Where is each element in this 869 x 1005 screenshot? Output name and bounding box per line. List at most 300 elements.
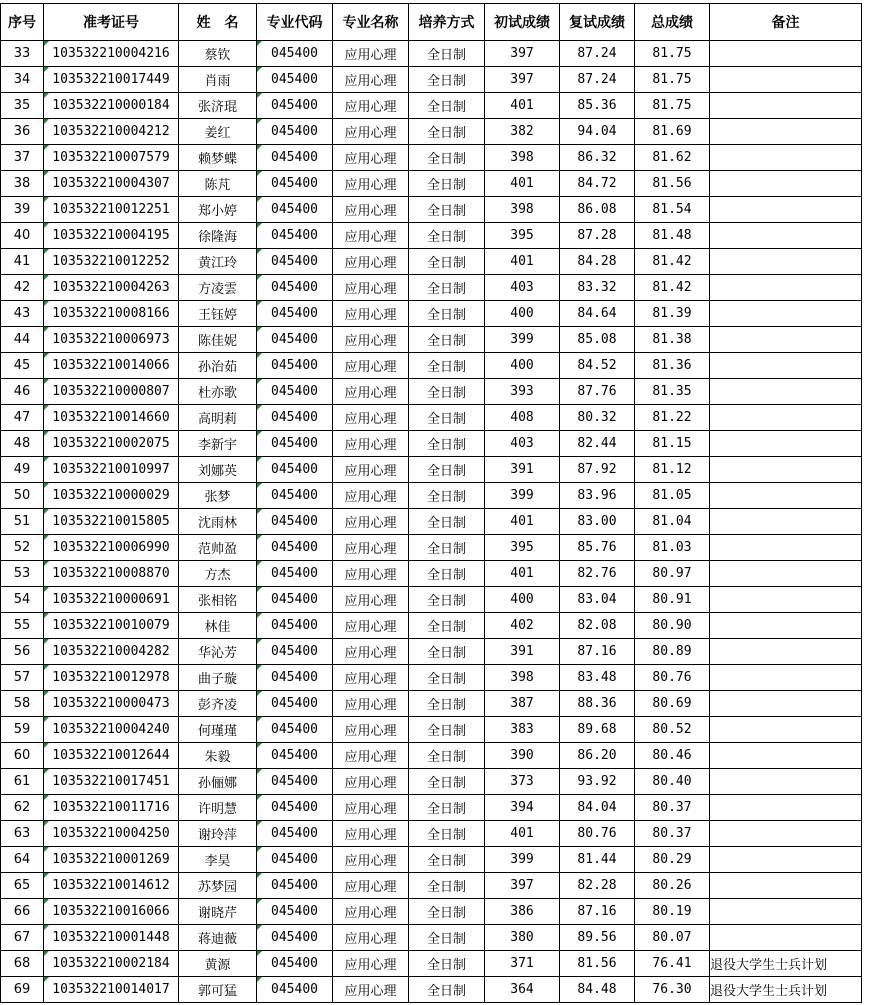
cell-total-score[interactable]: 80.07 (635, 925, 710, 951)
cell-seq[interactable]: 40 (1, 223, 44, 249)
cell-seq[interactable]: 67 (1, 925, 44, 951)
cell-remark[interactable] (710, 873, 862, 899)
cell-study-mode[interactable]: 全日制 (409, 249, 485, 275)
cell-total-score[interactable]: 81.36 (635, 353, 710, 379)
cell-name[interactable]: 高明莉 (179, 405, 257, 431)
cell-name[interactable]: 苏梦园 (179, 873, 257, 899)
cell-study-mode[interactable]: 全日制 (409, 691, 485, 717)
cell-retest-score[interactable]: 89.56 (560, 925, 635, 951)
cell-name[interactable]: 李昊 (179, 847, 257, 873)
cell-seq[interactable]: 51 (1, 509, 44, 535)
cell-retest-score[interactable]: 84.28 (560, 249, 635, 275)
header-cell-major-name[interactable]: 专业名称 (333, 4, 409, 41)
cell-name[interactable]: 张梦 (179, 483, 257, 509)
cell-prelim-score[interactable]: 387 (485, 691, 560, 717)
cell-total-score[interactable]: 80.46 (635, 743, 710, 769)
cell-retest-score[interactable]: 84.48 (560, 977, 635, 1003)
cell-total-score[interactable]: 81.75 (635, 67, 710, 93)
cell-retest-score[interactable]: 83.32 (560, 275, 635, 301)
cell-name[interactable]: 黄源 (179, 951, 257, 977)
cell-total-score[interactable]: 81.62 (635, 145, 710, 171)
cell-total-score[interactable]: 80.40 (635, 769, 710, 795)
cell-prelim-score[interactable]: 397 (485, 67, 560, 93)
cell-exam-id[interactable]: 103532210000807 (44, 379, 179, 405)
cell-seq[interactable]: 49 (1, 457, 44, 483)
cell-retest-score[interactable]: 83.96 (560, 483, 635, 509)
cell-seq[interactable]: 57 (1, 665, 44, 691)
cell-remark[interactable] (710, 925, 862, 951)
cell-name[interactable]: 范帅盈 (179, 535, 257, 561)
cell-seq[interactable]: 36 (1, 119, 44, 145)
cell-major-code[interactable]: 045400 (257, 483, 333, 509)
cell-major-name[interactable]: 应用心理 (333, 613, 409, 639)
cell-total-score[interactable]: 80.76 (635, 665, 710, 691)
cell-major-code[interactable]: 045400 (257, 379, 333, 405)
cell-name[interactable]: 张相铭 (179, 587, 257, 613)
cell-total-score[interactable]: 80.26 (635, 873, 710, 899)
cell-total-score[interactable]: 80.90 (635, 613, 710, 639)
cell-seq[interactable]: 45 (1, 353, 44, 379)
cell-prelim-score[interactable]: 397 (485, 873, 560, 899)
cell-prelim-score[interactable]: 393 (485, 379, 560, 405)
cell-prelim-score[interactable]: 401 (485, 249, 560, 275)
cell-major-code[interactable]: 045400 (257, 535, 333, 561)
cell-study-mode[interactable]: 全日制 (409, 353, 485, 379)
cell-name[interactable]: 曲子璇 (179, 665, 257, 691)
cell-seq[interactable]: 47 (1, 405, 44, 431)
cell-major-name[interactable]: 应用心理 (333, 223, 409, 249)
cell-prelim-score[interactable]: 386 (485, 899, 560, 925)
cell-remark[interactable] (710, 223, 862, 249)
cell-prelim-score[interactable]: 401 (485, 561, 560, 587)
cell-retest-score[interactable]: 87.16 (560, 639, 635, 665)
cell-seq[interactable]: 68 (1, 951, 44, 977)
cell-prelim-score[interactable]: 371 (485, 951, 560, 977)
cell-remark[interactable] (710, 847, 862, 873)
cell-exam-id[interactable]: 103532210010997 (44, 457, 179, 483)
cell-exam-id[interactable]: 103532210014660 (44, 405, 179, 431)
cell-exam-id[interactable]: 103532210004195 (44, 223, 179, 249)
cell-major-code[interactable]: 045400 (257, 821, 333, 847)
cell-major-name[interactable]: 应用心理 (333, 951, 409, 977)
cell-exam-id[interactable]: 103532210002075 (44, 431, 179, 457)
cell-prelim-score[interactable]: 400 (485, 587, 560, 613)
cell-major-name[interactable]: 应用心理 (333, 67, 409, 93)
header-cell-seq[interactable]: 序号 (1, 4, 44, 41)
header-cell-prelim-score[interactable]: 初试成绩 (485, 4, 560, 41)
cell-total-score[interactable]: 81.69 (635, 119, 710, 145)
cell-exam-id[interactable]: 103532210014066 (44, 353, 179, 379)
cell-major-code[interactable]: 045400 (257, 977, 333, 1003)
cell-major-name[interactable]: 应用心理 (333, 483, 409, 509)
cell-name[interactable]: 刘娜英 (179, 457, 257, 483)
cell-study-mode[interactable]: 全日制 (409, 457, 485, 483)
cell-retest-score[interactable]: 87.76 (560, 379, 635, 405)
cell-major-code[interactable]: 045400 (257, 717, 333, 743)
cell-study-mode[interactable]: 全日制 (409, 301, 485, 327)
cell-remark[interactable] (710, 691, 862, 717)
cell-exam-id[interactable]: 103532210008870 (44, 561, 179, 587)
cell-exam-id[interactable]: 103532210012251 (44, 197, 179, 223)
cell-total-score[interactable]: 81.35 (635, 379, 710, 405)
cell-retest-score[interactable]: 87.24 (560, 67, 635, 93)
cell-seq[interactable]: 38 (1, 171, 44, 197)
cell-retest-score[interactable]: 80.76 (560, 821, 635, 847)
cell-retest-score[interactable]: 85.76 (560, 535, 635, 561)
cell-name[interactable]: 王钰婷 (179, 301, 257, 327)
cell-study-mode[interactable]: 全日制 (409, 223, 485, 249)
cell-retest-score[interactable]: 83.00 (560, 509, 635, 535)
cell-study-mode[interactable]: 全日制 (409, 847, 485, 873)
cell-total-score[interactable]: 81.56 (635, 171, 710, 197)
cell-name[interactable]: 方凌雲 (179, 275, 257, 301)
cell-seq[interactable]: 43 (1, 301, 44, 327)
cell-major-code[interactable]: 045400 (257, 223, 333, 249)
cell-major-name[interactable]: 应用心理 (333, 925, 409, 951)
cell-major-name[interactable]: 应用心理 (333, 795, 409, 821)
cell-study-mode[interactable]: 全日制 (409, 977, 485, 1003)
cell-total-score[interactable]: 80.91 (635, 587, 710, 613)
cell-retest-score[interactable]: 86.08 (560, 197, 635, 223)
cell-prelim-score[interactable]: 391 (485, 457, 560, 483)
cell-prelim-score[interactable]: 394 (485, 795, 560, 821)
cell-exam-id[interactable]: 103532210012978 (44, 665, 179, 691)
cell-major-name[interactable]: 应用心理 (333, 379, 409, 405)
cell-major-name[interactable]: 应用心理 (333, 145, 409, 171)
cell-exam-id[interactable]: 103532210004307 (44, 171, 179, 197)
cell-total-score[interactable]: 76.30 (635, 977, 710, 1003)
cell-study-mode[interactable]: 全日制 (409, 639, 485, 665)
cell-major-code[interactable]: 045400 (257, 743, 333, 769)
cell-study-mode[interactable]: 全日制 (409, 41, 485, 67)
cell-major-code[interactable]: 045400 (257, 847, 333, 873)
cell-remark[interactable] (710, 821, 862, 847)
cell-study-mode[interactable]: 全日制 (409, 821, 485, 847)
cell-major-name[interactable]: 应用心理 (333, 171, 409, 197)
cell-study-mode[interactable]: 全日制 (409, 535, 485, 561)
cell-retest-score[interactable]: 87.28 (560, 223, 635, 249)
cell-major-name[interactable]: 应用心理 (333, 587, 409, 613)
cell-retest-score[interactable]: 87.24 (560, 41, 635, 67)
cell-retest-score[interactable]: 87.92 (560, 457, 635, 483)
cell-major-code[interactable]: 045400 (257, 561, 333, 587)
cell-retest-score[interactable]: 94.04 (560, 119, 635, 145)
cell-name[interactable]: 方杰 (179, 561, 257, 587)
cell-major-name[interactable]: 应用心理 (333, 847, 409, 873)
cell-total-score[interactable]: 81.15 (635, 431, 710, 457)
cell-major-code[interactable]: 045400 (257, 613, 333, 639)
cell-study-mode[interactable]: 全日制 (409, 405, 485, 431)
cell-name[interactable]: 谢玲萍 (179, 821, 257, 847)
cell-prelim-score[interactable]: 401 (485, 171, 560, 197)
cell-remark[interactable] (710, 249, 862, 275)
cell-seq[interactable]: 39 (1, 197, 44, 223)
cell-name[interactable]: 何瑾瑾 (179, 717, 257, 743)
cell-prelim-score[interactable]: 401 (485, 821, 560, 847)
cell-study-mode[interactable]: 全日制 (409, 795, 485, 821)
cell-study-mode[interactable]: 全日制 (409, 119, 485, 145)
cell-retest-score[interactable]: 88.36 (560, 691, 635, 717)
cell-exam-id[interactable]: 103532210006990 (44, 535, 179, 561)
cell-exam-id[interactable]: 103532210006973 (44, 327, 179, 353)
cell-seq[interactable]: 69 (1, 977, 44, 1003)
cell-seq[interactable]: 66 (1, 899, 44, 925)
cell-major-code[interactable]: 045400 (257, 405, 333, 431)
cell-retest-score[interactable]: 82.08 (560, 613, 635, 639)
cell-retest-score[interactable]: 93.92 (560, 769, 635, 795)
cell-study-mode[interactable]: 全日制 (409, 587, 485, 613)
cell-remark[interactable] (710, 717, 862, 743)
cell-total-score[interactable]: 81.42 (635, 275, 710, 301)
cell-exam-id[interactable]: 103532210012252 (44, 249, 179, 275)
cell-major-code[interactable]: 045400 (257, 197, 333, 223)
cell-major-code[interactable]: 045400 (257, 899, 333, 925)
cell-seq[interactable]: 37 (1, 145, 44, 171)
cell-seq[interactable]: 33 (1, 41, 44, 67)
cell-remark[interactable] (710, 41, 862, 67)
cell-seq[interactable]: 59 (1, 717, 44, 743)
cell-remark[interactable] (710, 93, 862, 119)
cell-prelim-score[interactable]: 398 (485, 145, 560, 171)
cell-major-name[interactable]: 应用心理 (333, 509, 409, 535)
cell-major-name[interactable]: 应用心理 (333, 353, 409, 379)
cell-remark[interactable] (710, 535, 862, 561)
cell-study-mode[interactable]: 全日制 (409, 379, 485, 405)
cell-seq[interactable]: 55 (1, 613, 44, 639)
cell-retest-score[interactable]: 82.76 (560, 561, 635, 587)
cell-study-mode[interactable]: 全日制 (409, 665, 485, 691)
cell-study-mode[interactable]: 全日制 (409, 873, 485, 899)
cell-name[interactable]: 赖梦蝶 (179, 145, 257, 171)
cell-seq[interactable]: 46 (1, 379, 44, 405)
cell-prelim-score[interactable]: 382 (485, 119, 560, 145)
cell-major-name[interactable]: 应用心理 (333, 197, 409, 223)
cell-name[interactable]: 孙治茹 (179, 353, 257, 379)
cell-prelim-score[interactable]: 383 (485, 717, 560, 743)
cell-major-code[interactable]: 045400 (257, 769, 333, 795)
cell-seq[interactable]: 53 (1, 561, 44, 587)
cell-study-mode[interactable]: 全日制 (409, 275, 485, 301)
cell-major-code[interactable]: 045400 (257, 691, 333, 717)
cell-major-name[interactable]: 应用心理 (333, 249, 409, 275)
cell-major-code[interactable]: 045400 (257, 457, 333, 483)
cell-remark[interactable] (710, 145, 862, 171)
cell-retest-score[interactable]: 80.32 (560, 405, 635, 431)
cell-study-mode[interactable]: 全日制 (409, 613, 485, 639)
cell-remark[interactable]: 退役大学生士兵计划 (710, 977, 862, 1003)
cell-major-code[interactable]: 045400 (257, 873, 333, 899)
cell-seq[interactable]: 50 (1, 483, 44, 509)
cell-name[interactable]: 郑小婷 (179, 197, 257, 223)
cell-major-name[interactable]: 应用心理 (333, 977, 409, 1003)
cell-seq[interactable]: 42 (1, 275, 44, 301)
cell-remark[interactable] (710, 301, 862, 327)
cell-exam-id[interactable]: 103532210000184 (44, 93, 179, 119)
cell-prelim-score[interactable]: 400 (485, 353, 560, 379)
cell-total-score[interactable]: 80.89 (635, 639, 710, 665)
cell-remark[interactable] (710, 899, 862, 925)
cell-seq[interactable]: 44 (1, 327, 44, 353)
cell-prelim-score[interactable]: 391 (485, 639, 560, 665)
cell-retest-score[interactable]: 82.28 (560, 873, 635, 899)
cell-name[interactable]: 朱毅 (179, 743, 257, 769)
cell-major-code[interactable]: 045400 (257, 249, 333, 275)
cell-major-name[interactable]: 应用心理 (333, 639, 409, 665)
cell-major-name[interactable]: 应用心理 (333, 691, 409, 717)
cell-study-mode[interactable]: 全日制 (409, 171, 485, 197)
header-cell-study-mode[interactable]: 培养方式 (409, 4, 485, 41)
cell-remark[interactable] (710, 431, 862, 457)
cell-retest-score[interactable]: 83.48 (560, 665, 635, 691)
cell-major-name[interactable]: 应用心理 (333, 119, 409, 145)
cell-total-score[interactable]: 81.22 (635, 405, 710, 431)
cell-name[interactable]: 彭齐凌 (179, 691, 257, 717)
cell-name[interactable]: 蔡钦 (179, 41, 257, 67)
cell-major-code[interactable]: 045400 (257, 275, 333, 301)
cell-remark[interactable] (710, 67, 862, 93)
cell-remark[interactable] (710, 587, 862, 613)
cell-study-mode[interactable]: 全日制 (409, 197, 485, 223)
cell-seq[interactable]: 63 (1, 821, 44, 847)
cell-retest-score[interactable]: 81.44 (560, 847, 635, 873)
cell-name[interactable]: 谢晓芹 (179, 899, 257, 925)
cell-total-score[interactable]: 81.05 (635, 483, 710, 509)
cell-retest-score[interactable]: 84.72 (560, 171, 635, 197)
cell-exam-id[interactable]: 103532210015805 (44, 509, 179, 535)
cell-major-code[interactable]: 045400 (257, 353, 333, 379)
header-cell-retest-score[interactable]: 复试成绩 (560, 4, 635, 41)
cell-study-mode[interactable]: 全日制 (409, 899, 485, 925)
cell-retest-score[interactable]: 84.04 (560, 795, 635, 821)
cell-major-name[interactable]: 应用心理 (333, 873, 409, 899)
cell-major-code[interactable]: 045400 (257, 925, 333, 951)
cell-name[interactable]: 沈雨林 (179, 509, 257, 535)
cell-study-mode[interactable]: 全日制 (409, 483, 485, 509)
cell-name[interactable]: 蒋迪薇 (179, 925, 257, 951)
cell-study-mode[interactable]: 全日制 (409, 717, 485, 743)
cell-exam-id[interactable]: 103532210010079 (44, 613, 179, 639)
cell-total-score[interactable]: 81.04 (635, 509, 710, 535)
cell-remark[interactable] (710, 665, 862, 691)
cell-major-code[interactable]: 045400 (257, 93, 333, 119)
cell-total-score[interactable]: 81.75 (635, 93, 710, 119)
header-cell-total-score[interactable]: 总成绩 (635, 4, 710, 41)
cell-name[interactable]: 徐隆海 (179, 223, 257, 249)
header-cell-exam-id[interactable]: 准考证号 (44, 4, 179, 41)
cell-exam-id[interactable]: 103532210017451 (44, 769, 179, 795)
cell-prelim-score[interactable]: 408 (485, 405, 560, 431)
cell-major-code[interactable]: 045400 (257, 639, 333, 665)
cell-study-mode[interactable]: 全日制 (409, 561, 485, 587)
cell-total-score[interactable]: 81.75 (635, 41, 710, 67)
cell-remark[interactable] (710, 743, 862, 769)
cell-remark[interactable] (710, 327, 862, 353)
cell-seq[interactable]: 61 (1, 769, 44, 795)
cell-retest-score[interactable]: 84.52 (560, 353, 635, 379)
cell-prelim-score[interactable]: 364 (485, 977, 560, 1003)
cell-remark[interactable] (710, 639, 862, 665)
cell-retest-score[interactable]: 89.68 (560, 717, 635, 743)
cell-seq[interactable]: 48 (1, 431, 44, 457)
cell-name[interactable]: 华沁芳 (179, 639, 257, 665)
cell-total-score[interactable]: 81.12 (635, 457, 710, 483)
cell-exam-id[interactable]: 103532210016066 (44, 899, 179, 925)
cell-prelim-score[interactable]: 399 (485, 483, 560, 509)
cell-seq[interactable]: 60 (1, 743, 44, 769)
cell-retest-score[interactable]: 87.16 (560, 899, 635, 925)
cell-total-score[interactable]: 81.42 (635, 249, 710, 275)
cell-seq[interactable]: 56 (1, 639, 44, 665)
cell-name[interactable]: 杜亦歌 (179, 379, 257, 405)
cell-major-name[interactable]: 应用心理 (333, 561, 409, 587)
cell-prelim-score[interactable]: 390 (485, 743, 560, 769)
cell-exam-id[interactable]: 103532210004282 (44, 639, 179, 665)
cell-exam-id[interactable]: 103532210001448 (44, 925, 179, 951)
cell-retest-score[interactable]: 84.64 (560, 301, 635, 327)
cell-exam-id[interactable]: 103532210000029 (44, 483, 179, 509)
cell-study-mode[interactable]: 全日制 (409, 509, 485, 535)
cell-major-name[interactable]: 应用心理 (333, 431, 409, 457)
cell-major-code[interactable]: 045400 (257, 795, 333, 821)
cell-total-score[interactable]: 81.54 (635, 197, 710, 223)
cell-total-score[interactable]: 80.69 (635, 691, 710, 717)
cell-remark[interactable] (710, 457, 862, 483)
cell-major-name[interactable]: 应用心理 (333, 743, 409, 769)
cell-major-name[interactable]: 应用心理 (333, 275, 409, 301)
cell-major-code[interactable]: 045400 (257, 665, 333, 691)
cell-prelim-score[interactable]: 395 (485, 223, 560, 249)
cell-total-score[interactable]: 80.37 (635, 821, 710, 847)
cell-exam-id[interactable]: 103532210004250 (44, 821, 179, 847)
cell-remark[interactable] (710, 483, 862, 509)
cell-major-code[interactable]: 045400 (257, 41, 333, 67)
cell-retest-score[interactable]: 85.08 (560, 327, 635, 353)
cell-major-name[interactable]: 应用心理 (333, 717, 409, 743)
cell-seq[interactable]: 62 (1, 795, 44, 821)
cell-remark[interactable] (710, 795, 862, 821)
cell-remark[interactable] (710, 613, 862, 639)
cell-remark[interactable] (710, 275, 862, 301)
cell-prelim-score[interactable]: 400 (485, 301, 560, 327)
cell-seq[interactable]: 54 (1, 587, 44, 613)
cell-seq[interactable]: 41 (1, 249, 44, 275)
cell-name[interactable]: 林佳 (179, 613, 257, 639)
cell-exam-id[interactable]: 103532210000473 (44, 691, 179, 717)
cell-remark[interactable] (710, 405, 862, 431)
cell-remark[interactable] (710, 769, 862, 795)
cell-remark[interactable] (710, 509, 862, 535)
cell-seq[interactable]: 58 (1, 691, 44, 717)
cell-study-mode[interactable]: 全日制 (409, 769, 485, 795)
cell-exam-id[interactable]: 103532210014612 (44, 873, 179, 899)
cell-name[interactable]: 张济琨 (179, 93, 257, 119)
header-cell-major-code[interactable]: 专业代码 (257, 4, 333, 41)
cell-exam-id[interactable]: 103532210002184 (44, 951, 179, 977)
cell-total-score[interactable]: 80.52 (635, 717, 710, 743)
cell-major-name[interactable]: 应用心理 (333, 457, 409, 483)
cell-study-mode[interactable]: 全日制 (409, 327, 485, 353)
cell-prelim-score[interactable]: 403 (485, 275, 560, 301)
cell-major-code[interactable]: 045400 (257, 327, 333, 353)
cell-total-score[interactable]: 81.39 (635, 301, 710, 327)
cell-major-code[interactable]: 045400 (257, 301, 333, 327)
cell-retest-score[interactable]: 85.36 (560, 93, 635, 119)
cell-name[interactable]: 肖雨 (179, 67, 257, 93)
cell-exam-id[interactable]: 103532210014017 (44, 977, 179, 1003)
cell-study-mode[interactable]: 全日制 (409, 93, 485, 119)
cell-major-code[interactable]: 045400 (257, 951, 333, 977)
cell-name[interactable]: 郭可猛 (179, 977, 257, 1003)
